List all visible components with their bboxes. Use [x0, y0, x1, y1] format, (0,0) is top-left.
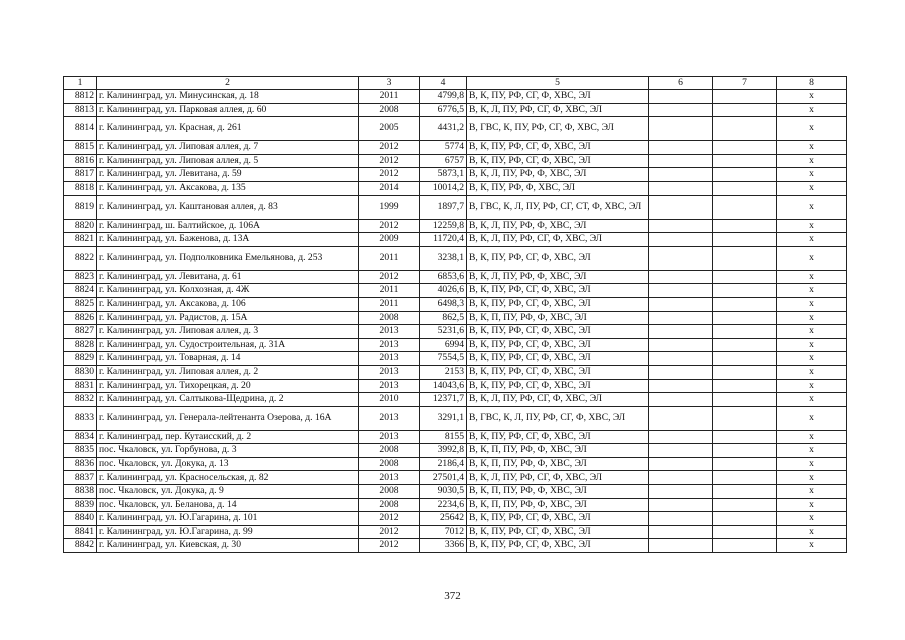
- row-number-cell: 8842: [64, 539, 97, 553]
- col6-cell: [649, 393, 713, 407]
- year-cell: 2008: [359, 457, 420, 471]
- col6-cell: [649, 406, 713, 430]
- row-number-cell: 8835: [64, 444, 97, 458]
- table-row: [64, 154, 847, 168]
- col8-cell: х: [777, 471, 847, 485]
- col6-cell: [649, 168, 713, 182]
- table-row: [64, 471, 847, 485]
- col6-cell: [649, 181, 713, 195]
- address-cell: г. Калининград, ул. Липовая аллея, д. 7: [97, 141, 359, 155]
- table-row: [64, 365, 847, 379]
- year-cell: 2013: [359, 325, 420, 339]
- col6-cell: [649, 365, 713, 379]
- area-cell: 27501,4: [420, 471, 467, 485]
- year-cell: 2014: [359, 181, 420, 195]
- col6-cell: [649, 457, 713, 471]
- work-types-cell: В, К, Л, ПУ, РФ, СГ, Ф, ХВС, ЭЛ: [467, 233, 649, 247]
- col8-cell: х: [777, 498, 847, 512]
- work-types-cell: В, К, П, ПУ, РФ, Ф, ХВС, ЭЛ: [467, 444, 649, 458]
- work-types-cell: В, К, ПУ, РФ, СГ, Ф, ХВС, ЭЛ: [467, 539, 649, 553]
- address-cell: г. Калининград, ул. Аксакова, д. 106: [97, 297, 359, 311]
- col6-cell: [649, 219, 713, 233]
- row-number-cell: 8824: [64, 284, 97, 298]
- row-number-cell: 8817: [64, 168, 97, 182]
- col6-cell: [649, 539, 713, 553]
- year-cell: 2013: [359, 406, 420, 430]
- address-cell: пос. Чкаловск, ул. Горбунова, д. 3: [97, 444, 359, 458]
- col7-cell: [713, 393, 777, 407]
- col8-cell: х: [777, 525, 847, 539]
- address-cell: г. Калининград, ул. Колхозная, д. 4Ж: [97, 284, 359, 298]
- col6-cell: [649, 90, 713, 104]
- col7-cell: [713, 154, 777, 168]
- address-cell: г. Калининград, ул. Липовая аллея, д. 2: [97, 365, 359, 379]
- address-cell: г. Калининград, ул. Минусинская, д. 18: [97, 90, 359, 104]
- table-row: [64, 512, 847, 526]
- work-types-cell: В, ГВС, К, ПУ, РФ, СГ, Ф, ХВС, ЭЛ: [467, 117, 649, 141]
- col6-cell: [649, 485, 713, 499]
- address-cell: г. Калининград, ул. Каштановая аллея, д. 83: [97, 195, 359, 219]
- row-number-cell: 8825: [64, 297, 97, 311]
- col6-cell: [649, 311, 713, 325]
- row-number-cell: 8828: [64, 338, 97, 352]
- table-row: [64, 246, 847, 270]
- col7-cell: [713, 195, 777, 219]
- address-cell: г. Калининград, ул. Красносельская, д. 82: [97, 471, 359, 485]
- work-types-cell: В, К, П, ПУ, РФ, Ф, ХВС, ЭЛ: [467, 498, 649, 512]
- col8-cell: х: [777, 297, 847, 311]
- work-types-cell: В, К, ПУ, РФ, СГ, Ф, ХВС, ЭЛ: [467, 246, 649, 270]
- address-cell: г. Калининград, ул. Липовая аллея, д. 3: [97, 325, 359, 339]
- col7-cell: [713, 181, 777, 195]
- year-cell: 1999: [359, 195, 420, 219]
- work-types-cell: В, К, ПУ, РФ, СГ, Ф, ХВС, ЭЛ: [467, 154, 649, 168]
- row-number-cell: 8833: [64, 406, 97, 430]
- col8-cell: х: [777, 168, 847, 182]
- address-cell: г. Калининград, ул. Подполковника Емельянова, д. 253: [97, 246, 359, 270]
- col6-cell: [649, 103, 713, 117]
- area-cell: 7012: [420, 525, 467, 539]
- col8-cell: х: [777, 512, 847, 526]
- work-types-cell: В, К, ПУ, РФ, СГ, Ф, ХВС, ЭЛ: [467, 284, 649, 298]
- year-cell: 2012: [359, 525, 420, 539]
- col7-cell: [713, 444, 777, 458]
- year-cell: 2013: [359, 338, 420, 352]
- work-types-cell: В, К, ПУ, РФ, СГ, Ф, ХВС, ЭЛ: [467, 90, 649, 104]
- work-types-cell: В, К, ПУ, РФ, СГ, Ф, ХВС, ЭЛ: [467, 430, 649, 444]
- area-cell: 12259,8: [420, 219, 467, 233]
- col7-cell: [713, 406, 777, 430]
- col8-cell: х: [777, 219, 847, 233]
- area-cell: 5873,1: [420, 168, 467, 182]
- table-row: [64, 195, 847, 219]
- year-cell: 2008: [359, 498, 420, 512]
- year-cell: 2013: [359, 365, 420, 379]
- row-number-cell: 8839: [64, 498, 97, 512]
- col8-cell: х: [777, 246, 847, 270]
- row-number-cell: 8834: [64, 430, 97, 444]
- row-number-cell: 8826: [64, 311, 97, 325]
- col6-cell: [649, 284, 713, 298]
- col8-cell: х: [777, 233, 847, 247]
- table-row: [64, 270, 847, 284]
- row-number-cell: 8823: [64, 270, 97, 284]
- row-number-cell: 8838: [64, 485, 97, 499]
- header-cell: 5: [467, 77, 649, 90]
- year-cell: 2011: [359, 297, 420, 311]
- address-cell: г. Калининград, ул. Салтыкова-Щедрина, д. 2: [97, 393, 359, 407]
- table-row: [64, 168, 847, 182]
- area-cell: 8155: [420, 430, 467, 444]
- row-number-cell: 8829: [64, 352, 97, 366]
- col6-cell: [649, 297, 713, 311]
- col8-cell: х: [777, 103, 847, 117]
- year-cell: 2013: [359, 430, 420, 444]
- col7-cell: [713, 168, 777, 182]
- col7-cell: [713, 352, 777, 366]
- table-row: [64, 325, 847, 339]
- row-number-cell: 8812: [64, 90, 97, 104]
- header-cell: 7: [713, 77, 777, 90]
- col7-cell: [713, 325, 777, 339]
- year-cell: 2013: [359, 379, 420, 393]
- col6-cell: [649, 141, 713, 155]
- col8-cell: х: [777, 181, 847, 195]
- col7-cell: [713, 90, 777, 104]
- area-cell: 3291,1: [420, 406, 467, 430]
- table-row: [64, 90, 847, 104]
- area-cell: 5231,6: [420, 325, 467, 339]
- work-types-cell: В, ГВС, К, Л, ПУ, РФ, СГ, Ф, ХВС, ЭЛ: [467, 406, 649, 430]
- table-row: [64, 393, 847, 407]
- col6-cell: [649, 430, 713, 444]
- address-cell: г. Калининград, ул. Судостроительная, д. 31А: [97, 338, 359, 352]
- col8-cell: х: [777, 195, 847, 219]
- col7-cell: [713, 117, 777, 141]
- col6-cell: [649, 352, 713, 366]
- col7-cell: [713, 141, 777, 155]
- address-cell: г. Калининград, ш. Балтийское, д. 106А: [97, 219, 359, 233]
- area-cell: 6498,3: [420, 297, 467, 311]
- area-cell: 4799,8: [420, 90, 467, 104]
- work-types-cell: В, ГВС, К, Л, ПУ, РФ, СГ, СТ, Ф, ХВС, ЭЛ: [467, 195, 649, 219]
- table-body: [64, 90, 847, 553]
- address-cell: г. Калининград, ул. Тихорецкая, д. 20: [97, 379, 359, 393]
- header-cell: 2: [97, 77, 359, 90]
- row-number-cell: 8814: [64, 117, 97, 141]
- col7-cell: [713, 512, 777, 526]
- row-number-cell: 8819: [64, 195, 97, 219]
- col8-cell: х: [777, 444, 847, 458]
- table-row: [64, 352, 847, 366]
- col6-cell: [649, 444, 713, 458]
- header-row: [64, 77, 847, 90]
- table-row: [64, 338, 847, 352]
- col8-cell: х: [777, 379, 847, 393]
- col6-cell: [649, 233, 713, 247]
- register-table: [63, 76, 847, 553]
- col6-cell: [649, 471, 713, 485]
- area-cell: 4431,2: [420, 117, 467, 141]
- work-types-cell: В, К, ПУ, РФ, СГ, Ф, ХВС, ЭЛ: [467, 352, 649, 366]
- table-row: [64, 539, 847, 553]
- address-cell: г. Калининград, ул. Товарная, д. 14: [97, 352, 359, 366]
- table-row: [64, 444, 847, 458]
- area-cell: 3238,1: [420, 246, 467, 270]
- area-cell: 14043,6: [420, 379, 467, 393]
- work-types-cell: В, К, ПУ, РФ, СГ, Ф, ХВС, ЭЛ: [467, 297, 649, 311]
- year-cell: 2011: [359, 246, 420, 270]
- header-cell: 8: [777, 77, 847, 90]
- address-cell: г. Калининград, ул. Киевская, д. 30: [97, 539, 359, 553]
- address-cell: г. Калининград, ул. Аксакова, д. 135: [97, 181, 359, 195]
- col8-cell: х: [777, 352, 847, 366]
- area-cell: 12371,7: [420, 393, 467, 407]
- col7-cell: [713, 539, 777, 553]
- year-cell: 2011: [359, 90, 420, 104]
- year-cell: 2008: [359, 444, 420, 458]
- col6-cell: [649, 246, 713, 270]
- area-cell: 2234,6: [420, 498, 467, 512]
- col6-cell: [649, 512, 713, 526]
- col6-cell: [649, 195, 713, 219]
- col7-cell: [713, 498, 777, 512]
- table-row: [64, 181, 847, 195]
- table-row: [64, 117, 847, 141]
- header-cell: 4: [420, 77, 467, 90]
- area-cell: 9030,5: [420, 485, 467, 499]
- col8-cell: х: [777, 270, 847, 284]
- col6-cell: [649, 270, 713, 284]
- col7-cell: [713, 311, 777, 325]
- area-cell: 25642: [420, 512, 467, 526]
- header-cell: 3: [359, 77, 420, 90]
- table-row: [64, 284, 847, 298]
- header-cell: 6: [649, 77, 713, 90]
- col8-cell: х: [777, 284, 847, 298]
- col7-cell: [713, 457, 777, 471]
- area-cell: 3366: [420, 539, 467, 553]
- col6-cell: [649, 525, 713, 539]
- work-types-cell: В, К, ПУ, РФ, СГ, Ф, ХВС, ЭЛ: [467, 325, 649, 339]
- row-number-cell: 8813: [64, 103, 97, 117]
- col8-cell: х: [777, 90, 847, 104]
- year-cell: 2013: [359, 352, 420, 366]
- col6-cell: [649, 117, 713, 141]
- area-cell: 2186,4: [420, 457, 467, 471]
- year-cell: 2008: [359, 103, 420, 117]
- table-row: [64, 457, 847, 471]
- address-cell: пос. Чкаловск, ул. Докука, д. 13: [97, 457, 359, 471]
- table-row: [64, 141, 847, 155]
- row-number-cell: 8832: [64, 393, 97, 407]
- table-row: [64, 379, 847, 393]
- area-cell: 11720,4: [420, 233, 467, 247]
- row-number-cell: 8820: [64, 219, 97, 233]
- area-cell: 2153: [420, 365, 467, 379]
- year-cell: 2012: [359, 512, 420, 526]
- col7-cell: [713, 525, 777, 539]
- work-types-cell: В, К, ПУ, РФ, СГ, Ф, ХВС, ЭЛ: [467, 525, 649, 539]
- address-cell: г. Калининград, пер. Кутаисский, д. 2: [97, 430, 359, 444]
- col8-cell: х: [777, 338, 847, 352]
- col7-cell: [713, 485, 777, 499]
- work-types-cell: В, К, П, ПУ, РФ, Ф, ХВС, ЭЛ: [467, 457, 649, 471]
- work-types-cell: В, К, Л, ПУ, РФ, Ф, ХВС, ЭЛ: [467, 168, 649, 182]
- col8-cell: х: [777, 539, 847, 553]
- row-number-cell: 8821: [64, 233, 97, 247]
- col8-cell: х: [777, 365, 847, 379]
- address-cell: г. Калининград, ул. Баженова, д. 13А: [97, 233, 359, 247]
- work-types-cell: В, К, Л, ПУ, РФ, Ф, ХВС, ЭЛ: [467, 219, 649, 233]
- work-types-cell: В, К, Л, ПУ, РФ, СГ, Ф, ХВС, ЭЛ: [467, 393, 649, 407]
- row-number-cell: 8822: [64, 246, 97, 270]
- address-cell: г. Калининград, ул. Левитана, д. 61: [97, 270, 359, 284]
- year-cell: 2012: [359, 270, 420, 284]
- col7-cell: [713, 270, 777, 284]
- col6-cell: [649, 498, 713, 512]
- row-number-cell: 8841: [64, 525, 97, 539]
- area-cell: 6853,6: [420, 270, 467, 284]
- address-cell: г. Калининград, ул. Радистов, д. 15А: [97, 311, 359, 325]
- col8-cell: х: [777, 430, 847, 444]
- row-number-cell: 8830: [64, 365, 97, 379]
- year-cell: 2013: [359, 471, 420, 485]
- table-row: [64, 498, 847, 512]
- col8-cell: х: [777, 141, 847, 155]
- area-cell: 6994: [420, 338, 467, 352]
- row-number-cell: 8815: [64, 141, 97, 155]
- work-types-cell: В, К, ПУ, РФ, СГ, Ф, ХВС, ЭЛ: [467, 379, 649, 393]
- row-number-cell: 8818: [64, 181, 97, 195]
- table-row: [64, 525, 847, 539]
- address-cell: г. Калининград, ул. Липовая аллея, д. 5: [97, 154, 359, 168]
- year-cell: 2008: [359, 485, 420, 499]
- page-number: 372: [444, 590, 461, 602]
- col7-cell: [713, 219, 777, 233]
- table-row: [64, 297, 847, 311]
- row-number-cell: 8836: [64, 457, 97, 471]
- area-cell: 5774: [420, 141, 467, 155]
- area-cell: 6757: [420, 154, 467, 168]
- col6-cell: [649, 154, 713, 168]
- col8-cell: х: [777, 325, 847, 339]
- table-row: [64, 219, 847, 233]
- year-cell: 2012: [359, 539, 420, 553]
- col8-cell: х: [777, 393, 847, 407]
- area-cell: 1897,7: [420, 195, 467, 219]
- table-row: [64, 233, 847, 247]
- work-types-cell: В, К, П, ПУ, РФ, Ф, ХВС, ЭЛ: [467, 311, 649, 325]
- table-row: [64, 103, 847, 117]
- address-cell: г. Калининград, ул. Левитана, д. 59: [97, 168, 359, 182]
- col8-cell: х: [777, 311, 847, 325]
- work-types-cell: В, К, ПУ, РФ, СГ, Ф, ХВС, ЭЛ: [467, 141, 649, 155]
- col6-cell: [649, 379, 713, 393]
- address-cell: пос. Чкаловск, ул. Беланова, д. 14: [97, 498, 359, 512]
- work-types-cell: В, К, ПУ, РФ, СГ, Ф, ХВС, ЭЛ: [467, 338, 649, 352]
- row-number-cell: 8837: [64, 471, 97, 485]
- table-row: [64, 406, 847, 430]
- year-cell: 2005: [359, 117, 420, 141]
- work-types-cell: В, К, ПУ, РФ, СГ, Ф, ХВС, ЭЛ: [467, 365, 649, 379]
- area-cell: 7554,5: [420, 352, 467, 366]
- work-types-cell: В, К, ПУ, РФ, Ф, ХВС, ЭЛ: [467, 181, 649, 195]
- address-cell: г. Калининград, ул. Ю.Гагарина, д. 99: [97, 525, 359, 539]
- work-types-cell: В, К, Л, ПУ, РФ, Ф, ХВС, ЭЛ: [467, 270, 649, 284]
- row-number-cell: 8827: [64, 325, 97, 339]
- col7-cell: [713, 471, 777, 485]
- year-cell: 2008: [359, 311, 420, 325]
- year-cell: 2012: [359, 154, 420, 168]
- work-types-cell: В, К, Л, ПУ, РФ, СГ, Ф, ХВС, ЭЛ: [467, 103, 649, 117]
- year-cell: 2011: [359, 284, 420, 298]
- col7-cell: [713, 379, 777, 393]
- work-types-cell: В, К, П, ПУ, РФ, Ф, ХВС, ЭЛ: [467, 485, 649, 499]
- area-cell: 6776,5: [420, 103, 467, 117]
- year-cell: 2009: [359, 233, 420, 247]
- col8-cell: х: [777, 154, 847, 168]
- header-cell: 1: [64, 77, 97, 90]
- address-cell: г. Калининград, ул. Ю.Гагарина, д. 101: [97, 512, 359, 526]
- year-cell: 2012: [359, 141, 420, 155]
- col7-cell: [713, 297, 777, 311]
- area-cell: 4026,6: [420, 284, 467, 298]
- row-number-cell: 8816: [64, 154, 97, 168]
- table-row: [64, 311, 847, 325]
- row-number-cell: 8840: [64, 512, 97, 526]
- col7-cell: [713, 365, 777, 379]
- address-cell: г. Калининград, ул. Генерала-лейтенанта Озерова, д. 16А: [97, 406, 359, 430]
- col7-cell: [713, 430, 777, 444]
- area-cell: 3992,8: [420, 444, 467, 458]
- area-cell: 862,5: [420, 311, 467, 325]
- year-cell: 2012: [359, 219, 420, 233]
- area-cell: 10014,2: [420, 181, 467, 195]
- address-cell: г. Калининград, ул. Красная, д. 261: [97, 117, 359, 141]
- col6-cell: [649, 338, 713, 352]
- col8-cell: х: [777, 485, 847, 499]
- col7-cell: [713, 338, 777, 352]
- col7-cell: [713, 103, 777, 117]
- year-cell: 2010: [359, 393, 420, 407]
- col8-cell: х: [777, 117, 847, 141]
- col6-cell: [649, 325, 713, 339]
- col8-cell: х: [777, 457, 847, 471]
- table-row: [64, 430, 847, 444]
- work-types-cell: В, К, ПУ, РФ, СГ, Ф, ХВС, ЭЛ: [467, 512, 649, 526]
- row-number-cell: 8831: [64, 379, 97, 393]
- col8-cell: х: [777, 406, 847, 430]
- col7-cell: [713, 246, 777, 270]
- work-types-cell: В, К, Л, ПУ, РФ, СГ, Ф, ХВС, ЭЛ: [467, 471, 649, 485]
- year-cell: 2012: [359, 168, 420, 182]
- table-row: [64, 485, 847, 499]
- address-cell: г. Калининград, ул. Парковая аллея, д. 60: [97, 103, 359, 117]
- col7-cell: [713, 233, 777, 247]
- address-cell: пос. Чкаловск, ул. Докука, д. 9: [97, 485, 359, 499]
- col7-cell: [713, 284, 777, 298]
